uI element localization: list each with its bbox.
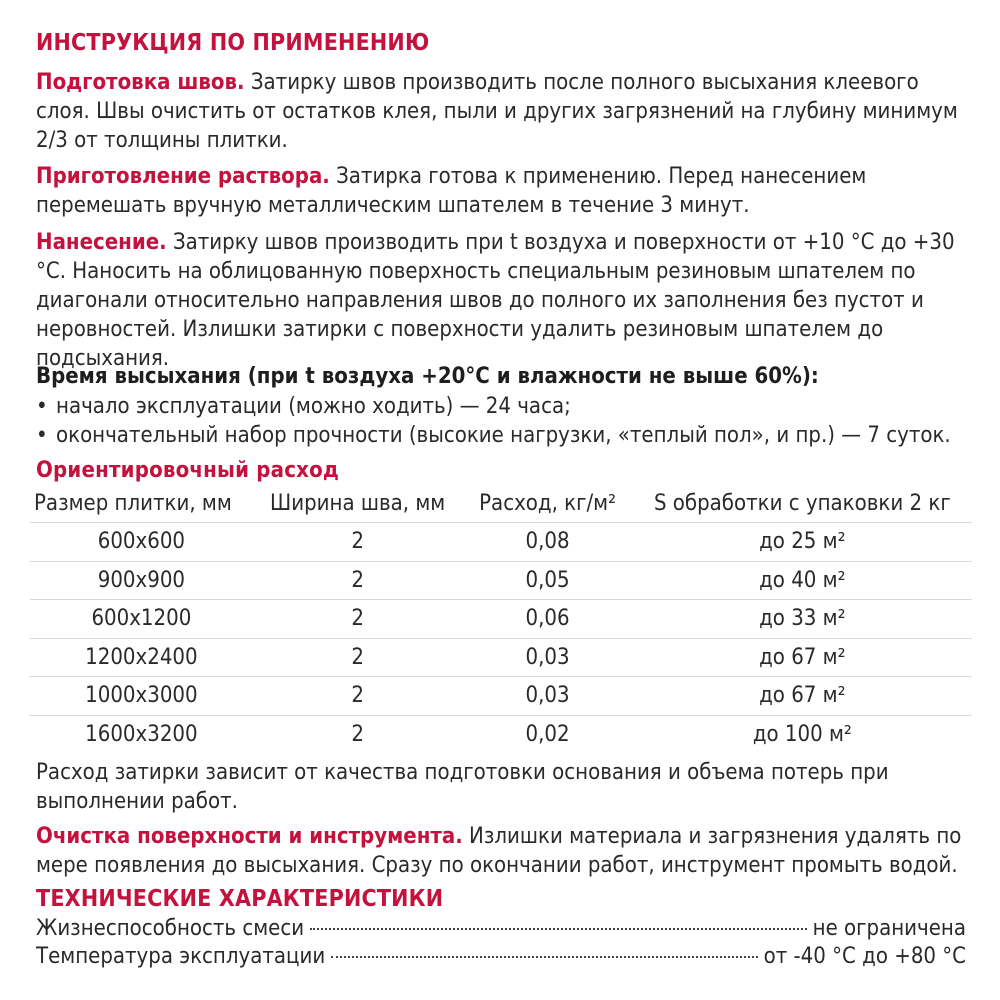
cell-width: 2 xyxy=(253,600,463,639)
cell-width: 2 xyxy=(253,677,463,716)
cell-size: 1600x3200 xyxy=(30,715,253,753)
cell-rate: 0,08 xyxy=(463,523,633,562)
drying-list xyxy=(36,392,986,450)
drying-item: окончательный набор прочности (высокие нагрузки, «теплый пол», и пр.) — 7 суток. xyxy=(56,423,951,448)
mix-text: Затирка готова к применению. Перед нанесением перемешать вручную металлическим шпателем в течение 3 минут. xyxy=(36,164,867,218)
tech-title: ТЕХНИЧЕСКИЕ ХАРАКТЕРИСТИКИ xyxy=(36,886,444,912)
cell-area: до 40 м² xyxy=(633,561,972,600)
tech-row-temperature xyxy=(36,944,966,969)
tech-value: от -40 °C до +80 °C xyxy=(763,944,966,969)
cell-area: до 67 м² xyxy=(633,638,972,677)
cell-area: до 67 м² xyxy=(633,677,972,716)
drying-title: Время высыхания (при t воздуха +20°C и влажности не выше 60%): xyxy=(36,364,819,389)
column-header-size: Размер плитки, мм xyxy=(34,490,232,516)
table-row xyxy=(30,715,972,753)
consumption-note: Расход затирки зависит от качества подготовки основания и объема потерь при выполнении работ. xyxy=(36,760,889,814)
cell-rate: 0,02 xyxy=(463,715,633,753)
list-item: • окончательный набор прочности (высокие нагрузки, «теплый пол», и пр.) — 7 суток. xyxy=(36,423,951,448)
dot-leader xyxy=(331,956,757,958)
cell-size: 600x600 xyxy=(30,523,253,562)
apply-paragraph xyxy=(36,228,976,373)
instruction-title: ИНСТРУКЦИЯ ПО ПРИМЕНЕНИЮ xyxy=(36,30,430,56)
apply-label: Нанесение. xyxy=(36,230,167,255)
column-header-area: S обработки с упаковки 2 кг xyxy=(653,490,951,516)
tech-label: Температура эксплуатации xyxy=(36,944,326,969)
mix-paragraph xyxy=(36,162,976,220)
cell-size: 900x900 xyxy=(30,561,253,600)
cell-size: 1200x2400 xyxy=(30,638,253,677)
cleaning-label: Очистка поверхности и инструмента. xyxy=(36,824,463,849)
cell-area: до 100 м² xyxy=(633,715,972,753)
dot-leader xyxy=(310,928,807,930)
table-row xyxy=(30,561,972,600)
tech-value: не ограничена xyxy=(812,916,966,941)
cell-size: 600x1200 xyxy=(30,600,253,639)
tech-row-pot-life xyxy=(36,916,966,941)
cell-width: 2 xyxy=(253,638,463,677)
cleaning-text: Излишки материала и загрязнения удалять по мере появления до высыхания. Сразу по окончании работ, инструмент промыть водой. xyxy=(36,824,962,878)
drying-item: начало эксплуатации (можно ходить) — 24 часа; xyxy=(56,394,571,419)
table-row xyxy=(30,600,972,639)
column-header-rate: Расход, кг/м² xyxy=(479,490,617,516)
table-row xyxy=(30,677,972,716)
mix-label: Приготовление раствора. xyxy=(36,164,330,189)
prep-text: Затирку швов производить после полного высыхания клеевого слоя. Швы очистить от остатков клея, пыли и других загрязнений на глубину минимум 2/3 от толщины плитки. xyxy=(36,70,958,153)
list-item: • начало эксплуатации (можно ходить) — 24 часа; xyxy=(36,394,571,419)
cell-size: 1000x3000 xyxy=(30,677,253,716)
cell-width: 2 xyxy=(253,715,463,753)
cell-rate: 0,03 xyxy=(463,677,633,716)
consumption-title: Ориентировочный расход xyxy=(36,458,340,483)
table-row xyxy=(30,638,972,677)
consumption-table xyxy=(30,484,972,753)
prep-paragraph xyxy=(36,68,976,155)
cell-rate: 0,06 xyxy=(463,600,633,639)
cell-rate: 0,05 xyxy=(463,561,633,600)
cell-rate: 0,03 xyxy=(463,638,633,677)
cell-area: до 33 м² xyxy=(633,600,972,639)
prep-label: Подготовка швов. xyxy=(36,70,245,95)
table-row xyxy=(30,523,972,562)
column-header-width: Ширина шва, мм xyxy=(270,490,446,516)
tech-label: Жизнеспособность смеси xyxy=(36,916,305,941)
cell-area: до 25 м² xyxy=(633,523,972,562)
cleaning-paragraph xyxy=(36,822,976,880)
cell-width: 2 xyxy=(253,561,463,600)
cell-width: 2 xyxy=(253,523,463,562)
apply-text: Затирку швов производить при t воздуха и поверхности от +10 °C до +30 °C. Наносить на облицованную поверхность специальным резиновым шпателем по диагонали относительно направления швов до полного их заполнения без пустот и неровностей. Излишки затирки с поверхности удалить резиновым шпателем до подсыхания. xyxy=(36,230,955,371)
table-header-row xyxy=(30,484,972,523)
